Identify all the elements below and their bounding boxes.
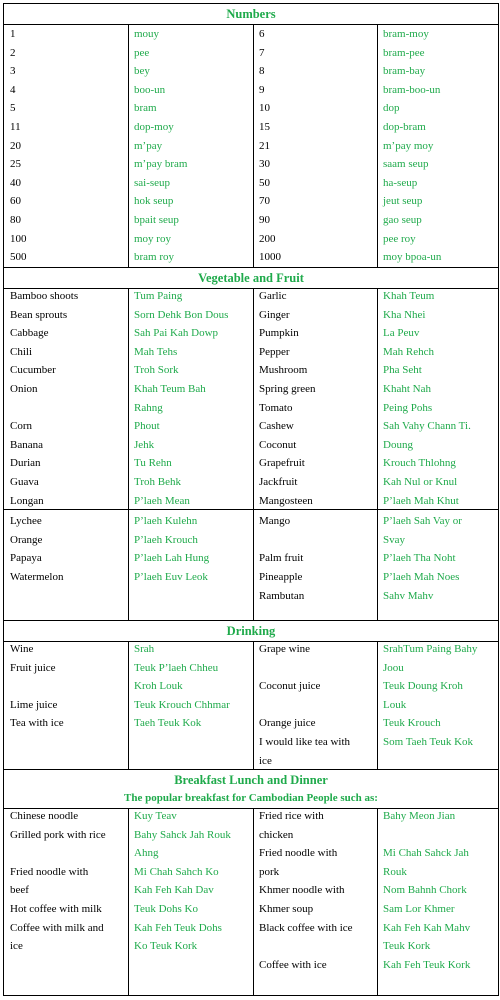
term-khmer: Teuk Kork: [383, 940, 431, 953]
term-khmer: P’laeh Mah Khut: [383, 494, 459, 507]
term-khmer: Louk: [383, 698, 407, 711]
term-english: Palm fruit: [259, 552, 304, 565]
term-english: 8: [259, 65, 265, 78]
term-english: beef: [10, 884, 29, 897]
term-khmer: Sah Pai Kah Dowp: [134, 327, 219, 340]
veg-section: [4, 268, 498, 289]
term-english: 500: [10, 251, 27, 264]
term-khmer: P’laeh Mah Noes: [383, 571, 460, 583]
term-english: Coffee with milk and: [10, 921, 104, 934]
term-english: Fried noodle with: [10, 865, 89, 878]
term-english: Orange juice: [259, 717, 316, 730]
term-khmer: Som Taeh Teuk Kok: [383, 736, 474, 748]
term-khmer: Taeh Teuk Kok: [134, 717, 202, 730]
term-khmer: La Peuv: [383, 327, 420, 340]
term-english: Chili: [10, 345, 33, 358]
meal-title: Breakfast Lunch and Dinner: [174, 773, 328, 787]
term-khmer: m’pay moy: [383, 139, 434, 152]
term-khmer: Krouch Thlohng: [383, 457, 456, 470]
term-english: Grilled pork with rice: [10, 828, 106, 841]
term-english: Tomato: [259, 401, 293, 414]
term-english: 10: [259, 102, 270, 115]
term-khmer: dop: [383, 102, 400, 115]
term-khmer: Doung: [383, 438, 413, 451]
term-khmer: bram: [134, 102, 157, 115]
term-khmer: Kah Feh Teuk Dohs: [134, 921, 222, 934]
term-khmer: Joou: [383, 661, 404, 674]
term-english: I would like tea with: [259, 736, 351, 748]
term-khmer: Khah Teum Bah: [134, 383, 206, 395]
term-khmer: dop-moy: [134, 121, 174, 133]
term-khmer: P’laeh Lah Hung: [134, 552, 210, 565]
term-khmer: sai-seup: [134, 176, 171, 189]
term-khmer: moy bpoa-un: [383, 251, 442, 264]
term-english: Jackfruit: [259, 476, 298, 488]
term-khmer: P’laeh Tha Noht: [383, 552, 456, 565]
term-english: 1000: [259, 251, 281, 264]
term-khmer: pee roy: [383, 232, 416, 245]
term-khmer: Tu Rehn: [134, 457, 172, 470]
term-khmer: Rouk: [383, 865, 407, 878]
term-khmer: Khah Teum: [383, 290, 435, 302]
term-english: Coconut: [259, 438, 297, 451]
term-english: 9: [259, 83, 265, 96]
term-english: 70: [259, 195, 270, 208]
term-english: 2: [10, 46, 16, 59]
term-english: 80: [10, 214, 21, 226]
term-khmer: bram-boo-un: [383, 83, 441, 96]
term-english: 20: [10, 139, 21, 152]
term-english: 100: [10, 232, 27, 245]
term-english: Lime juice: [10, 698, 58, 711]
term-khmer: mouy: [134, 28, 160, 40]
term-english: ice: [259, 754, 272, 767]
term-english: Rambutan: [259, 589, 305, 602]
term-khmer: moy roy: [134, 232, 171, 245]
term-english: Ginger: [259, 308, 290, 321]
term-khmer: Ko Teuk Kork: [134, 940, 198, 953]
term-khmer: Jehk: [134, 438, 155, 451]
term-khmer: Pha Seht: [383, 364, 422, 377]
term-khmer: Troh Sork: [134, 364, 179, 377]
term-khmer: dop-bram: [383, 121, 426, 133]
term-khmer: Mah Rehch: [383, 345, 435, 358]
term-khmer: pee: [134, 46, 150, 59]
term-khmer: Teuk Krouch: [383, 717, 441, 730]
term-english: ice: [10, 940, 23, 953]
term-english: Grapefruit: [259, 457, 305, 470]
term-english: Orange: [10, 533, 43, 546]
term-english: Papaya: [10, 552, 42, 565]
term-khmer: Bahy Meon Jian: [383, 810, 456, 822]
term-english: 200: [259, 232, 276, 245]
term-khmer: Teuk P’laeh Chheu: [134, 661, 219, 674]
term-english: 15: [259, 121, 270, 133]
term-english: 6: [259, 28, 265, 40]
divider: [253, 25, 254, 267]
term-khmer: Svay: [383, 533, 405, 546]
divider: [253, 808, 254, 996]
term-english: 7: [259, 46, 265, 59]
term-khmer: Kah Feh Teuk Kork: [383, 958, 471, 971]
term-english: Corn: [10, 420, 32, 433]
term-khmer: Sam Lor Khmer: [383, 903, 455, 915]
term-english: Coffee with ice: [259, 958, 327, 971]
term-english: Bean sprouts: [10, 308, 68, 321]
term-khmer: P’laeh Mean: [134, 494, 190, 507]
term-english: Spring green: [259, 383, 316, 395]
term-english: Durian: [10, 457, 41, 470]
divider: [128, 289, 129, 620]
term-khmer: Kroh Louk: [134, 680, 183, 693]
veg-title: Vegetable and Fruit: [4, 268, 498, 289]
term-english: 21: [259, 139, 270, 152]
divider: [253, 289, 254, 620]
term-khmer: Khaht Nah: [383, 383, 431, 395]
term-khmer: Mi Chah Sahch Ko: [134, 865, 219, 878]
term-khmer: boo-un: [134, 83, 166, 96]
term-english: 60: [10, 195, 21, 208]
term-khmer: Teuk Doung Kroh: [383, 680, 463, 693]
term-english: Fruit juice: [10, 661, 56, 674]
divider: [377, 25, 378, 267]
drink-title: Drinking: [4, 621, 498, 642]
term-khmer: Sah Vahy Chann Ti.: [383, 420, 471, 433]
term-english: Banana: [10, 438, 43, 451]
term-english: Onion: [10, 383, 38, 395]
divider: [128, 642, 129, 769]
term-english: Bamboo shoots: [10, 290, 79, 302]
term-khmer: Srah: [134, 643, 155, 655]
term-english: Garlic: [259, 290, 287, 302]
term-english: Cucumber: [10, 364, 56, 377]
term-english: Cashew: [259, 420, 294, 433]
divider: [377, 642, 378, 769]
term-english: Grape wine: [259, 643, 311, 655]
term-khmer: P’laeh Euv Leok: [134, 571, 208, 583]
term-khmer: bram-bay: [383, 65, 426, 78]
term-khmer: bram-moy: [383, 28, 429, 40]
term-khmer: Kha Nhei: [383, 308, 426, 321]
term-khmer: Tum Paing: [134, 290, 183, 302]
term-english: Khmer soup: [259, 903, 314, 915]
term-khmer: Phout: [134, 420, 160, 433]
term-english: 50: [259, 176, 270, 189]
term-english: Lychee: [10, 515, 42, 528]
term-english: Chinese noodle: [10, 810, 79, 822]
vocabulary-table: [3, 3, 499, 996]
term-khmer: bram roy: [134, 251, 175, 264]
term-english: Watermelon: [10, 571, 64, 583]
term-english: Fried rice with: [259, 810, 324, 822]
divider: [377, 289, 378, 620]
term-english: Pepper: [259, 345, 290, 358]
term-khmer: jeut seup: [383, 195, 423, 208]
term-khmer: Teuk Dohs Ko: [134, 903, 199, 915]
term-english: chicken: [259, 828, 294, 841]
term-khmer: bey: [134, 65, 150, 78]
term-english: Mangosteen: [259, 494, 313, 507]
term-english: 3: [10, 65, 16, 78]
divider: [128, 25, 129, 267]
term-khmer: Peing Pohs: [383, 401, 433, 414]
term-khmer: Sahv Mahv: [383, 589, 434, 602]
term-english: Guava: [10, 476, 39, 488]
term-khmer: bpait seup: [134, 214, 179, 226]
term-khmer: Rahng: [134, 401, 163, 414]
numbers-section: [4, 4, 498, 25]
term-khmer: P’laeh Krouch: [134, 533, 198, 546]
term-english: 25: [10, 158, 21, 171]
divider: [128, 808, 129, 996]
term-english: Mushroom: [259, 364, 308, 377]
meal-subtitle: The popular breakfast for Cambodian People such as:: [124, 792, 378, 804]
term-english: Hot coffee with milk: [10, 903, 102, 915]
term-khmer: Bahy Sahck Jah Rouk: [134, 828, 231, 841]
term-khmer: saam seup: [383, 158, 429, 171]
term-khmer: P’laeh Sah Vay or: [383, 515, 462, 528]
term-english: Khmer noodle with: [259, 884, 345, 897]
term-english: Wine: [10, 643, 34, 655]
term-english: 4: [10, 83, 16, 96]
term-khmer: Troh Behk: [134, 476, 181, 488]
term-english: Coconut juice: [259, 680, 321, 693]
term-khmer: hok seup: [134, 195, 174, 208]
term-english: Longan: [10, 494, 44, 507]
numbers-title: Numbers: [4, 4, 498, 25]
term-khmer: Kuy Teav: [134, 810, 177, 822]
term-khmer: Nom Bahnh Chork: [383, 884, 467, 897]
term-khmer: Ahng: [134, 847, 159, 860]
term-khmer: bram-pee: [383, 46, 425, 59]
term-english: 1: [10, 28, 16, 40]
term-khmer: P’laeh Kulehn: [134, 515, 198, 528]
term-english: 30: [259, 158, 270, 171]
term-english: pork: [259, 865, 280, 878]
divider: [253, 642, 254, 769]
term-english: 90: [259, 214, 270, 226]
term-khmer: Mi Chah Sahck Jah: [383, 847, 469, 860]
meal-section: [4, 770, 498, 806]
term-khmer: ha-seup: [383, 176, 418, 189]
term-khmer: Sorn Dehk Bon Dous: [134, 308, 229, 321]
term-english: 11: [10, 121, 21, 133]
term-english: 5: [10, 102, 16, 115]
divider: [377, 808, 378, 996]
term-english: Mango: [259, 515, 291, 528]
term-english: Tea with ice: [10, 717, 64, 730]
term-khmer: m’pay bram: [134, 158, 188, 171]
term-khmer: Kah Feh Kah Mahv: [383, 921, 471, 934]
term-english: Cabbage: [10, 327, 49, 340]
term-khmer: Kah Feh Kah Dav: [134, 884, 214, 897]
term-khmer: Teuk Krouch Chhmar: [134, 698, 230, 711]
term-english: Fried noodle with: [259, 847, 338, 860]
term-khmer: Mah Tehs: [134, 345, 178, 358]
term-english: 40: [10, 176, 21, 189]
term-khmer: m’pay: [134, 139, 163, 152]
term-english: Pumpkin: [259, 327, 299, 340]
term-english: Black coffee with ice: [259, 921, 353, 934]
term-khmer: gao seup: [383, 214, 422, 226]
drink-section: [4, 621, 498, 642]
term-khmer: Kah Nul or Knul: [383, 476, 458, 488]
term-khmer: SrahTum Paing Bahy: [383, 643, 478, 655]
term-english: Pineapple: [259, 571, 303, 583]
